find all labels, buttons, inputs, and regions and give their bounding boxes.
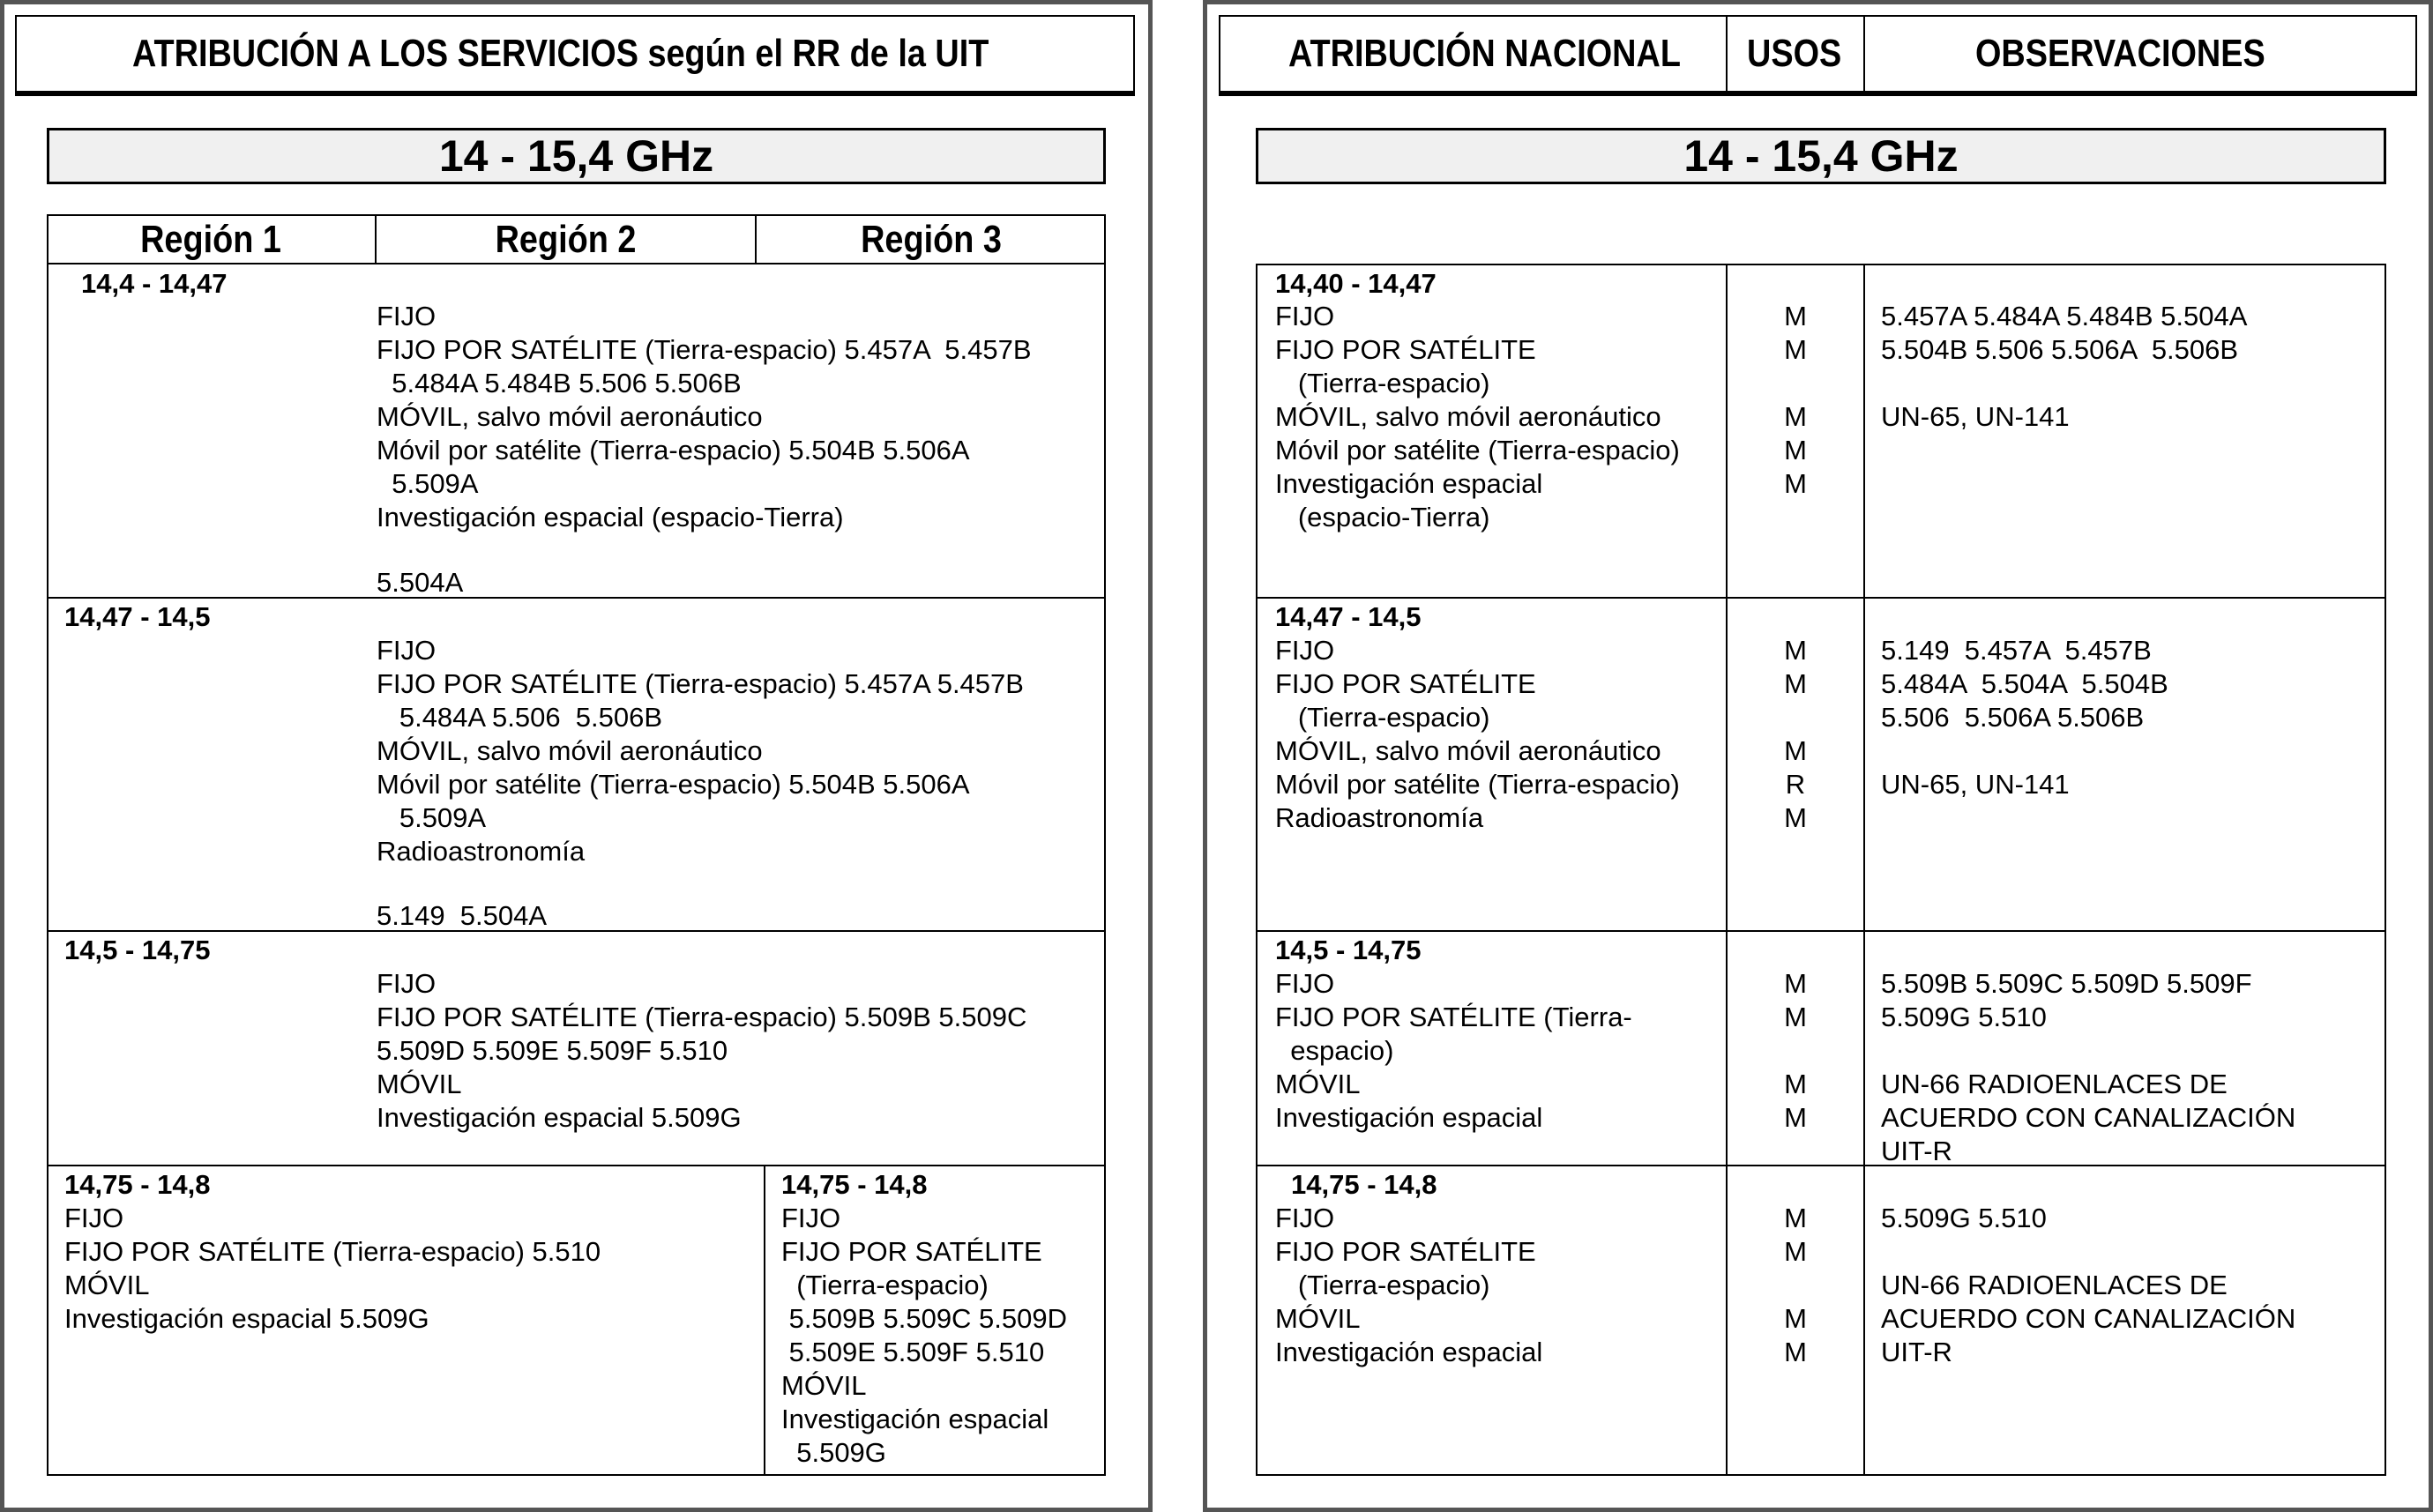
- service-line: MÓVIL, salvo móvil aeronáutico: [1275, 401, 1661, 432]
- right-row-divider: [1256, 597, 2386, 599]
- band-range: 14,5 - 14,75: [1275, 935, 1422, 965]
- usos-value: M: [1784, 1102, 1807, 1133]
- obs-line: UN-66 RADIOENLACES DE: [1881, 1069, 2228, 1099]
- usos-header: USOS: [1747, 32, 1842, 75]
- band-range: 14,47 - 14,5: [1275, 601, 1422, 632]
- usos-value: M: [1784, 1069, 1807, 1099]
- right-header-divider-1: [1726, 15, 1728, 94]
- obs-line: ACUERDO CON CANALIZACIÓN: [1881, 1102, 2296, 1133]
- region3-split-divider: [764, 1165, 765, 1476]
- service-line: 5.509G: [781, 1437, 886, 1468]
- obs-line: 5.149 5.457A 5.457B: [1881, 635, 2152, 666]
- band-range: 14,75 - 14,8: [781, 1169, 928, 1200]
- service-line: espacio): [1275, 1035, 1394, 1066]
- service-line: Radioastronomía: [377, 836, 586, 867]
- usos-value: M: [1784, 435, 1807, 466]
- service-line: Investigación espacial: [1275, 1337, 1543, 1367]
- service-line: 5.509B 5.509C 5.509D: [781, 1303, 1068, 1334]
- obs-line: UN-65, UN-141: [1881, 401, 2070, 432]
- left-row-divider: [47, 1165, 1106, 1166]
- region-header-divider: [47, 263, 1106, 264]
- service-line: (Tierra-espacio): [781, 1270, 989, 1300]
- service-line: Investigación espacial (espacio-Tierra): [377, 502, 844, 533]
- usos-value: M: [1784, 802, 1807, 833]
- usos-value: M: [1784, 968, 1807, 999]
- usos-value: M: [1784, 1236, 1807, 1267]
- region-2-header: Región 2: [495, 218, 637, 261]
- service-line: FIJO: [1275, 1203, 1335, 1233]
- region-col-divider-1: [375, 214, 377, 264]
- service-line: FIJO: [377, 635, 437, 666]
- right-row-divider: [1256, 1165, 2386, 1166]
- usos-value: M: [1784, 1002, 1807, 1032]
- right-row-divider: [1256, 930, 2386, 932]
- footnote-line: 5.504A: [377, 567, 464, 598]
- service-line: 5.509E 5.509F 5.510: [781, 1337, 1045, 1367]
- service-line: Móvil por satélite (Tierra-espacio) 5.504B 5.506A: [377, 769, 970, 800]
- band-range: 14,4 - 14,47: [81, 268, 228, 299]
- observaciones-header: OBSERVACIONES: [1975, 32, 2265, 75]
- usos-value: M: [1784, 1337, 1807, 1367]
- service-line: FIJO POR SATÉLITE: [781, 1236, 1042, 1267]
- usos-value: M: [1784, 635, 1807, 666]
- service-line: Investigación espacial: [1275, 468, 1543, 499]
- service-line: Investigación espacial 5.509G: [377, 1102, 742, 1133]
- service-line: Radioastronomía: [1275, 802, 1484, 833]
- usos-value: M: [1784, 334, 1807, 365]
- service-line: 5.509A: [377, 468, 479, 499]
- band-range: 14,47 - 14,5: [64, 601, 211, 632]
- band-range: 14,5 - 14,75: [64, 935, 211, 965]
- service-line: 5.509A: [377, 802, 487, 833]
- usos-value: R: [1785, 769, 1806, 800]
- region-1-header: Región 1: [140, 218, 281, 261]
- service-line: 5.509D 5.509E 5.509F 5.510: [377, 1035, 728, 1066]
- obs-line: 5.504B 5.506 5.506A 5.506B: [1881, 334, 2239, 365]
- service-line: FIJO: [377, 968, 437, 999]
- band-range: 14,75 - 14,8: [64, 1169, 211, 1200]
- service-line: MÓVIL: [1275, 1303, 1361, 1334]
- service-line: FIJO POR SATÉLITE (Tierra-espacio) 5.509B 5.509C: [377, 1002, 1027, 1032]
- service-line: FIJO: [1275, 635, 1335, 666]
- service-line: Investigación espacial: [1275, 1102, 1543, 1133]
- left-band-title: 14 - 15,4 GHz: [47, 128, 1106, 184]
- usos-value: M: [1784, 735, 1807, 766]
- obs-col-divider: [1863, 264, 1865, 1476]
- obs-line: 5.484A 5.504A 5.504B: [1881, 668, 2168, 699]
- service-line: FIJO: [377, 301, 437, 331]
- service-line: Investigación espacial: [781, 1404, 1049, 1434]
- right-band-title: 14 - 15,4 GHz: [1256, 128, 2386, 184]
- service-line: MÓVIL: [64, 1270, 150, 1300]
- service-line: MÓVIL: [781, 1370, 867, 1401]
- usos-value: M: [1784, 1203, 1807, 1233]
- service-line: 5.484A 5.506 5.506B: [377, 702, 663, 733]
- service-line: MÓVIL: [1275, 1069, 1361, 1099]
- service-line: FIJO POR SATÉLITE: [1275, 1236, 1536, 1267]
- obs-line: UN-66 RADIOENLACES DE: [1881, 1270, 2228, 1300]
- service-line: FIJO: [1275, 301, 1335, 331]
- region-col-divider-2: [755, 214, 757, 264]
- usos-value: M: [1784, 668, 1807, 699]
- service-line: MÓVIL, salvo móvil aeronáutico: [377, 735, 763, 766]
- left-row-divider: [47, 930, 1106, 932]
- band-range: 14,40 - 14,47: [1275, 268, 1437, 299]
- obs-line: 5.509G 5.510: [1881, 1002, 2047, 1032]
- service-line: Móvil por satélite (Tierra-espacio) 5.504B 5.506A: [377, 435, 970, 466]
- obs-line: 5.509G 5.510: [1881, 1203, 2047, 1233]
- service-line: FIJO POR SATÉLITE: [1275, 334, 1536, 365]
- obs-line: 5.509B 5.509C 5.509D 5.509F: [1881, 968, 2252, 999]
- service-line: 5.484A 5.484B 5.506 5.506B: [377, 368, 742, 398]
- usos-value: M: [1784, 401, 1807, 432]
- service-line: FIJO: [64, 1203, 124, 1233]
- left-header-title: ATRIBUCIÓN A LOS SERVICIOS según el RR de la UIT: [132, 32, 989, 75]
- service-line: FIJO: [781, 1203, 841, 1233]
- left-row-divider: [47, 597, 1106, 599]
- usos-value: M: [1784, 468, 1807, 499]
- service-line: MÓVIL: [377, 1069, 462, 1099]
- service-line: (Tierra-espacio): [1275, 368, 1490, 398]
- obs-line: ACUERDO CON CANALIZACIÓN: [1881, 1303, 2296, 1334]
- obs-line: 5.506 5.506A 5.506B: [1881, 702, 2145, 733]
- service-line: (Tierra-espacio): [1275, 702, 1490, 733]
- service-line: FIJO POR SATÉLITE (Tierra-espacio) 5.457A 5.457B: [377, 334, 1032, 365]
- obs-line: UIT-R: [1881, 1136, 1952, 1166]
- service-line: FIJO POR SATÉLITE: [1275, 668, 1536, 699]
- service-line: FIJO POR SATÉLITE (Tierra-: [1275, 1002, 1632, 1032]
- service-line: Investigación espacial 5.509G: [64, 1303, 429, 1334]
- national-allocation-header: ATRIBUCIÓN NACIONAL: [1288, 32, 1681, 75]
- service-line: FIJO: [1275, 968, 1335, 999]
- footnote-line: 5.149 5.504A: [377, 900, 548, 931]
- usos-value: M: [1784, 301, 1807, 331]
- right-header-divider-2: [1863, 15, 1865, 94]
- service-line: Móvil por satélite (Tierra-espacio): [1275, 769, 1680, 800]
- service-line: MÓVIL, salvo móvil aeronáutico: [377, 401, 763, 432]
- obs-line: UIT-R: [1881, 1337, 1952, 1367]
- obs-line: UN-65, UN-141: [1881, 769, 2070, 800]
- region-3-header: Región 3: [861, 218, 1002, 261]
- obs-line: 5.457A 5.484A 5.484B 5.504A: [1881, 301, 2248, 331]
- band-range: 14,75 - 14,8: [1291, 1169, 1437, 1200]
- service-line: (espacio-Tierra): [1275, 502, 1490, 533]
- service-line: (Tierra-espacio): [1275, 1270, 1490, 1300]
- service-line: Móvil por satélite (Tierra-espacio): [1275, 435, 1680, 466]
- usos-value: M: [1784, 1303, 1807, 1334]
- service-line: FIJO POR SATÉLITE (Tierra-espacio) 5.510: [64, 1236, 601, 1267]
- service-line: FIJO POR SATÉLITE (Tierra-espacio) 5.457A 5.457B: [377, 668, 1024, 699]
- service-line: MÓVIL, salvo móvil aeronáutico: [1275, 735, 1661, 766]
